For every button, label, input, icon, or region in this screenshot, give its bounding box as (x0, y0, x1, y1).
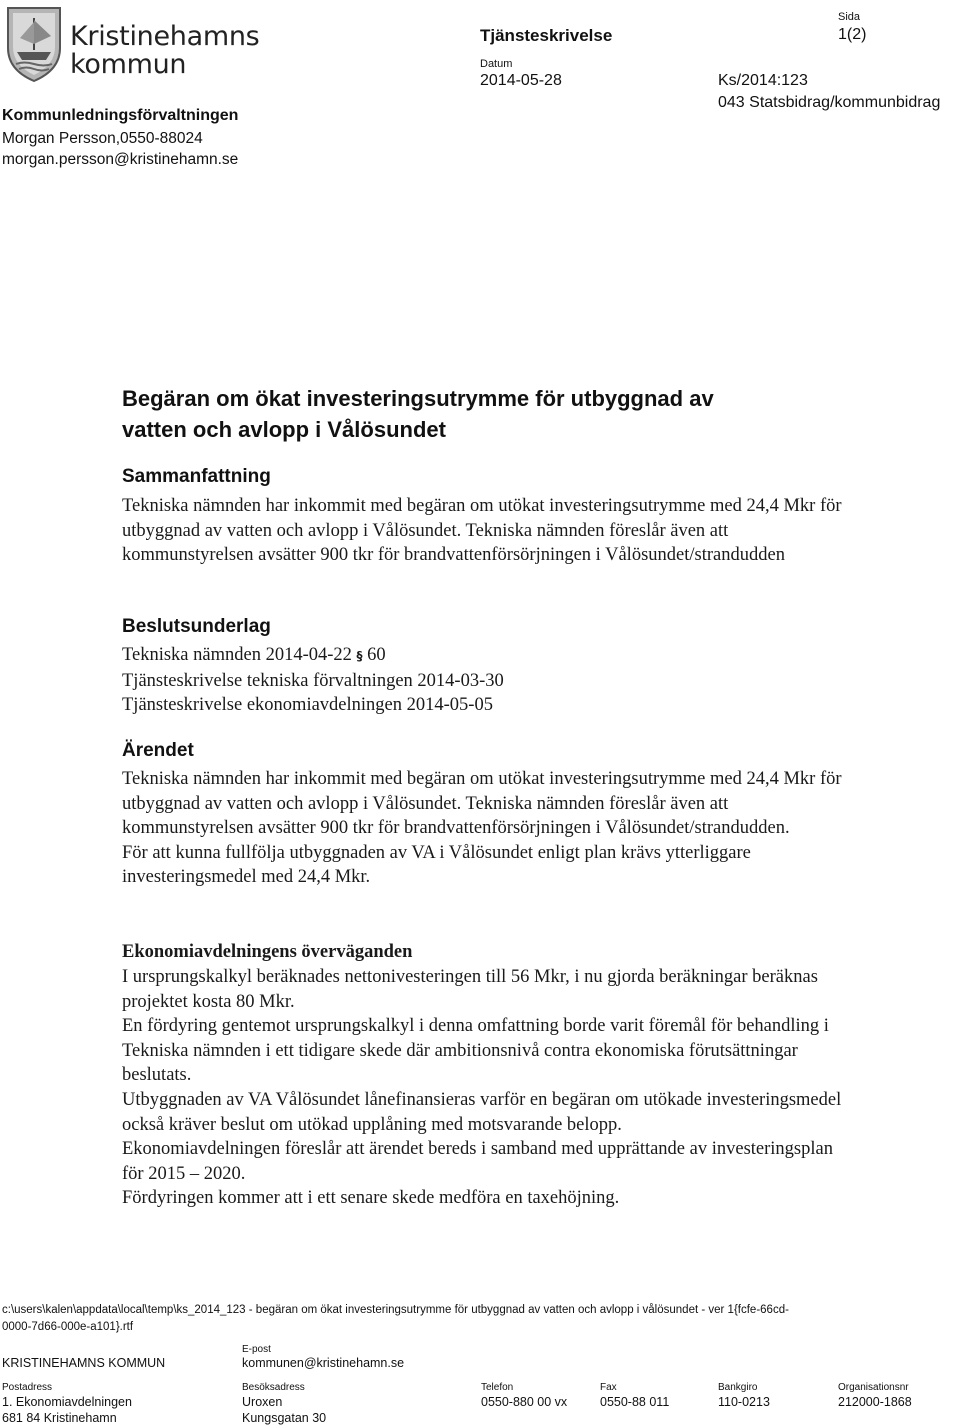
economics-paragraph: En fördyring gentemot ursprungskalkyl i denna omfattning borde varit föremål för behandling i Tekniska nämnden i ett tidigare skede där ambitionsnivå contra ekonomiska förutsättningar beslutats. (122, 1016, 829, 1086)
document-title (122, 383, 862, 445)
footer-org-number-label: Organisationsnr (838, 1382, 909, 1393)
footer-bankgiro-value: 110-0213 (718, 1395, 770, 1409)
matter-body (122, 767, 842, 890)
economics-paragraph: Fördyringen kommer att i ett senare skede medföra en taxehöjning. (122, 1188, 620, 1209)
footer-file-path: c:\users\kalen\appdata\local\temp\ks_2014_123 - begäran om ökat investeringsutrymme för utbyggnad av vatten och avlopp i vålösundet - ver 1{fcfe-66cd-0000-7d66-000e-a101}.rtf (2, 1304, 789, 1333)
footer-postal-line2: 681 84 Kristinehamn (2, 1411, 117, 1425)
page-label: Sida (838, 11, 861, 23)
document-type: Tjänsteskrivelse (480, 26, 613, 45)
economics-paragraph: I ursprungskalkyl beräknades nettonivesteringen till 56 Mkr, i nu gjorda beräkningar beräknas projektet kosta 80 Mkr. (122, 967, 818, 1012)
footer-fax-label: Fax (600, 1382, 617, 1393)
economics-body (122, 965, 842, 1211)
department-name: Kommunledningsförvaltningen (2, 107, 239, 124)
footer-visit-line1: Uroxen (242, 1395, 283, 1409)
page-number: 1(2) (838, 26, 867, 43)
contact-name-phone: Morgan Persson,0550-88024 (2, 130, 203, 147)
contact-block (2, 128, 238, 170)
basis-heading: Beslutsunderlag (122, 616, 271, 637)
basis-list (122, 643, 842, 718)
basis-item: Tjänsteskrivelse tekniska förvaltningen 2014-03-30 (122, 670, 504, 691)
date-value: 2014-05-28 (480, 72, 562, 89)
footer-bankgiro-label: Bankgiro (718, 1382, 758, 1393)
date-label: Datum (480, 58, 513, 70)
economics-paragraph: Ekonomiavdelningen föreslår att ärendet bereds i samband med upprättande av investeringsplan för 2015 – 2020. (122, 1139, 833, 1184)
basis-item-text: Tekniska nämnden 2014-04-22 (122, 645, 352, 665)
basis-item-paragraph: 60 (367, 645, 386, 665)
kristinehamn-coat-of-arms-icon (4, 4, 64, 84)
economics-heading: Ekonomiavdelningens överväganden (122, 942, 413, 962)
footer-postal-line1: 1. Ekonomiavdelningen (2, 1395, 132, 1409)
footer-email-link[interactable]: kommunen@kristinehamn.se (242, 1356, 405, 1370)
contact-email: morgan.persson@kristinehamn.se (2, 151, 239, 168)
municipality-name-line1: Kristinehamns (70, 21, 260, 52)
footer-org-name: KRISTINEHAMNS KOMMUN (2, 1356, 166, 1370)
municipality-name-line2: kommun (70, 49, 187, 80)
matter-paragraph: Tekniska nämnden har inkommit med begäran om utökat investeringsutrymme med 24,4 Mkr för utbyggnad av vatten och avlopp i Vålösundet. Tekniska nämnden föreslår även att kommunstyrelsen avsätter 900 tkr för brandvattenförsörjningen i Vålösundet/strandudden. (122, 769, 842, 839)
matter-heading: Ärendet (122, 740, 194, 761)
summary-heading: Sammanfattning (122, 466, 271, 487)
footer-phone-value: 0550-880 00 vx (481, 1395, 568, 1409)
section-symbol: § (356, 649, 363, 663)
footer-fax-value: 0550-88 011 (600, 1395, 670, 1409)
footer-phone-label: Telefon (481, 1382, 514, 1393)
basis-item (122, 643, 842, 669)
matter-paragraph: För att kunna fullfölja utbyggnaden av VA i Vålösundet enligt plan krävs ytterliggare investeringsmedel med 24,4 Mkr. (122, 842, 751, 888)
case-reference: Ks/2014:123 (718, 72, 808, 89)
document-title-line1: Begäran om ökat investeringsutrymme för utbyggnad av (122, 386, 714, 411)
footer-org-number-value: 212000-1868 (838, 1395, 912, 1409)
summary-text: Tekniska nämnden har inkommit med begäran om utökat investeringsutrymme med 24,4 Mkr för utbyggnad av vatten och avlopp i Vålösundet. Tekniska nämnden föreslår även att kommunstyrelsen avsätter 900 tkr för brandvattenförsörjningen i Vålösundet/strandudden (122, 496, 842, 566)
economics-paragraph: Utbyggnaden av VA Vålösundet lånefinansieras varför en begäran om utökade investeringsmedel också kräver beslut om utökad upplåning med motsvarande belopp. (122, 1089, 842, 1135)
footer-visit-line2: Kungsgatan 30 (242, 1411, 327, 1425)
case-reference-subject: 043 Statsbidrag/kommunbidrag (718, 94, 941, 111)
document-title-line2: vatten och avlopp i Vålösundet (122, 417, 446, 442)
footer-visit-label: Besöksadress (242, 1382, 305, 1393)
footer-email-label: E-post (242, 1344, 271, 1355)
footer-postal-label: Postadress (2, 1382, 53, 1393)
basis-item: Tjänsteskrivelse ekonomiavdelningen 2014-05-05 (122, 695, 493, 716)
